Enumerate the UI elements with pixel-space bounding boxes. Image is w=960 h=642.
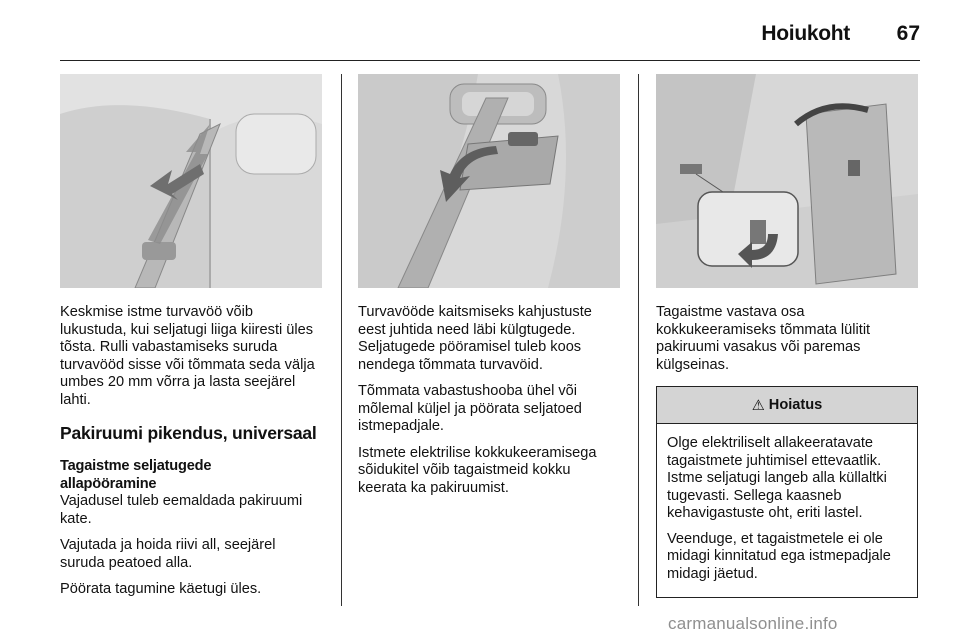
watermark: carmanualsonline.info (668, 614, 838, 633)
seatbelt-illustration (60, 74, 322, 288)
page-header (60, 14, 920, 61)
subheading: Tagaistme seljatugede (60, 458, 212, 474)
paragraph: Pöörata tagumine käetugi üles. (60, 581, 262, 597)
paragraph: Istmete elektrilise kokkukeeramisega sõidukitel võib tagaistmeid kokku keerata ka pakiruumist. (358, 444, 597, 496)
paragraph: Turvavööde kaitsmiseks kahjustuste eest juhtida need läbi külgtugede. Seljatugede pööramisel tuleb koos nendega tõmmata turvavöid. (358, 304, 592, 373)
page-number: 67 (896, 22, 920, 45)
section-heading: Pakiruumi pikendus, universaal (60, 423, 317, 443)
section-title: Hoiukoht (761, 22, 850, 45)
cargo-switch-illustration (656, 74, 918, 288)
warning-box (656, 386, 918, 598)
warning-title: Hoiatus (768, 397, 823, 413)
seatbelt-guide-illustration (358, 74, 620, 288)
column-2 (358, 74, 620, 506)
warning-paragraph: Veenduge, et tagaistmetele ei ole midagi kinnitatud ega istmepadjale midagi jäetud. (667, 530, 891, 582)
warning-triangle-icon: ⚠ (751, 397, 765, 414)
column-divider (638, 74, 639, 606)
warning-paragraph: Olge elektriliselt allakeeratavate tagaistmete juhtimisel ettevaatlik. Istme seljatugi langeb alla küllaltki tugevasti. Sellega kaasneb kehavigastuste oht, eriti lastel. (667, 435, 887, 521)
subheading: allapööramine (60, 475, 157, 492)
paragraph: Tõmmata vabastushooba ühel või mõlemal küljel ja pöörata seljatoed istmepadjale. (358, 383, 582, 434)
column-1 (60, 74, 322, 608)
warning-header (657, 387, 917, 424)
column-3 (656, 74, 918, 598)
paragraph: Vajutada ja hoida riivi all, seejärel suruda peatoed alla. (60, 537, 276, 571)
paragraph: Keskmise istme turvavöö võib lukustuda, kui seljatugi liiga kiiresti üles tõsta. Rulli vabastamiseks suruda turvavööd sisse või tõmmata seda välja umbes 20 mm võrra ja lasta seejärel lahti. (60, 304, 315, 408)
paragraph: Vajadusel tuleb eemaldada pakiruumi kate. (60, 493, 303, 527)
column-divider (341, 74, 342, 606)
paragraph: Tagaistme vastava osa kokkukeeramiseks tõmmata lülitit pakiruumi vasakus või paremas külgseinas. (656, 304, 871, 373)
